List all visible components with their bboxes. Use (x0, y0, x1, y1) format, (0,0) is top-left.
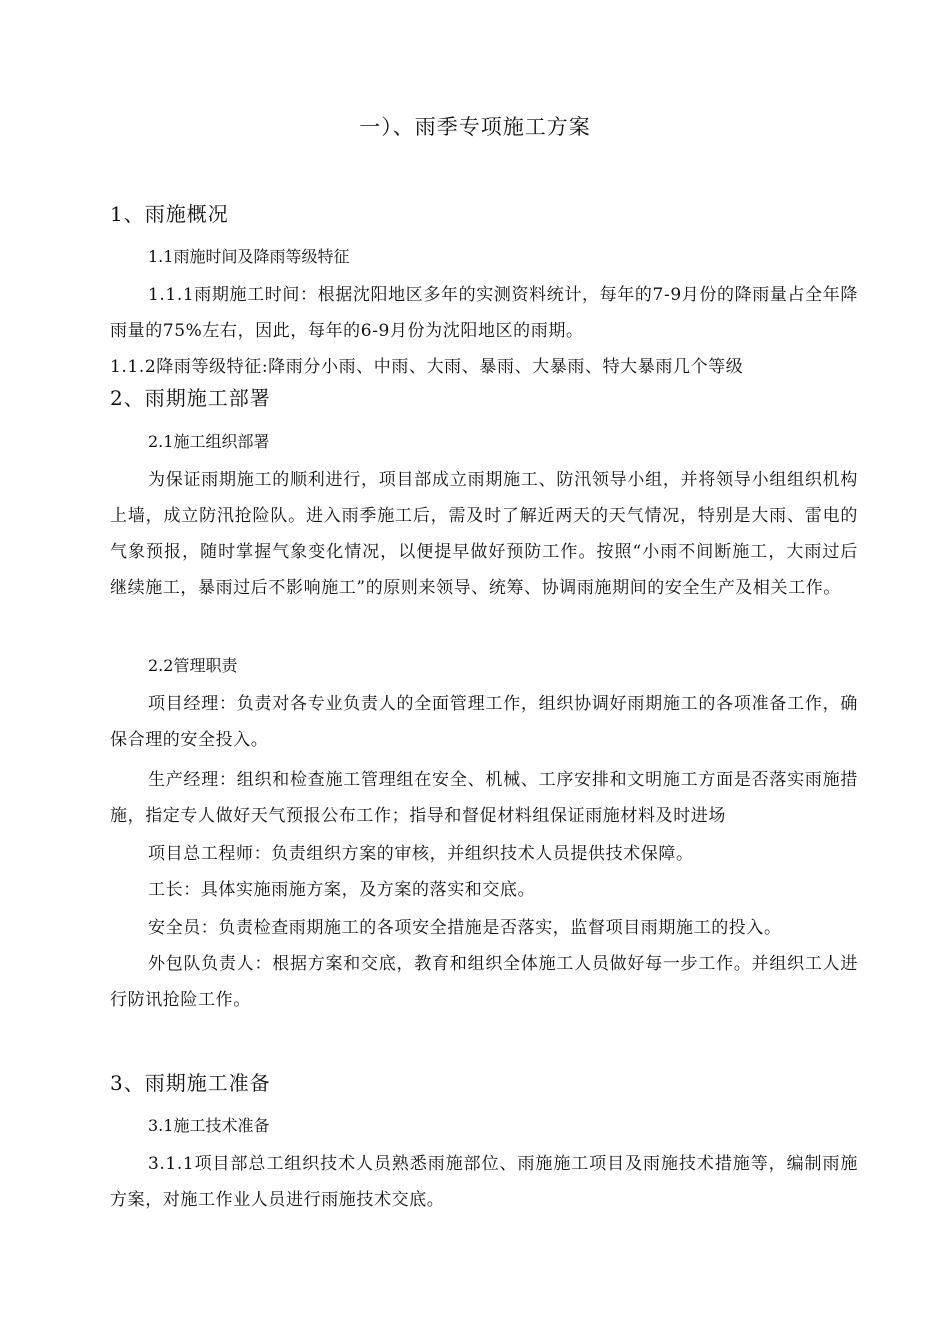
paragraph-organization: 为保证雨期施工的顺利进行，项目部成立雨期施工、防汛领导小组，并将领导小组组织机构上墙，成立防汛抢险队。进入雨季施工后，需及时了解近两天的天气情况，特别是大雨、雷电的气象预报，随时掌握气象变化情况，以便提早做好预防工作。按照“小雨不间断施工，大雨过后继续施工，暴雨过后不影响施工”的原则来领导、统筹、协调雨施期间的安全生产及相关工作。 (110, 470, 858, 598)
paragraph-safety-officer: 安全员：负责检查雨期施工的各项安全措施是否落实，监督项目雨期施工的投入。 (148, 918, 782, 938)
paragraph-project-manager: 项目经理：负责对各专业负责人的全面管理工作，组织协调好雨期施工的各项准备工作，确保合理的安全投入。 (110, 694, 858, 750)
subsection-heading-2-1: 2.1施工组织部署 (148, 432, 270, 451)
paragraph-chief-engineer: 项目总工程师：负责组织方案的审核，并组织技术人员提供技术保障。 (148, 844, 694, 864)
paragraph-subcontractor-lead: 外包队负责人：根据方案和交底，教育和组织全体施工人员做好每一步工作。并组织工人进行防讯抢险工作。 (110, 954, 858, 1010)
subsection-heading-1-1: 1.1雨施时间及降雨等级特征 (148, 247, 350, 266)
subsection-heading-3-1: 3.1施工技术准备 (148, 1116, 270, 1135)
paragraph-technical-prep: 3.1.1项目部总工组织技术人员熟悉雨施部位、雨施施工项目及雨施技术措施等，编制雨施方案，对施工作业人员进行雨施技术交底。 (110, 1154, 858, 1210)
section-heading-2: 2、雨期施工部署 (110, 386, 271, 410)
paragraph-rain-levels: 1.1.2降雨等级特征:降雨分小雨、中雨、大雨、暴雨、大暴雨、特大暴雨几个等级 (110, 357, 744, 377)
section-heading-3: 3、雨期施工准备 (110, 1071, 271, 1095)
paragraph-production-manager: 生产经理：组织和检查施工管理组在安全、机械、工序安排和文明施工方面是否落实雨施措施，指定专人做好天气预报公布工作；指导和督促材料组保证雨施材料及时进场 (110, 770, 858, 826)
section-heading-1: 1、雨施概况 (110, 202, 229, 226)
paragraph-foreman: 工长：具体实施雨施方案，及方案的落实和交底。 (148, 880, 536, 900)
paragraph-rain-period: 1.1.1雨期施工时间：根据沈阳地区多年的实测资料统计，每年的7-9月份的降雨量占全年降雨量的75%左右，因此，每年的6-9月份为沈阳地区的雨期。 (110, 285, 858, 341)
subsection-heading-2-2: 2.2管理职责 (148, 656, 238, 675)
document-title: 一）、雨季专项施工方案 (359, 115, 591, 139)
